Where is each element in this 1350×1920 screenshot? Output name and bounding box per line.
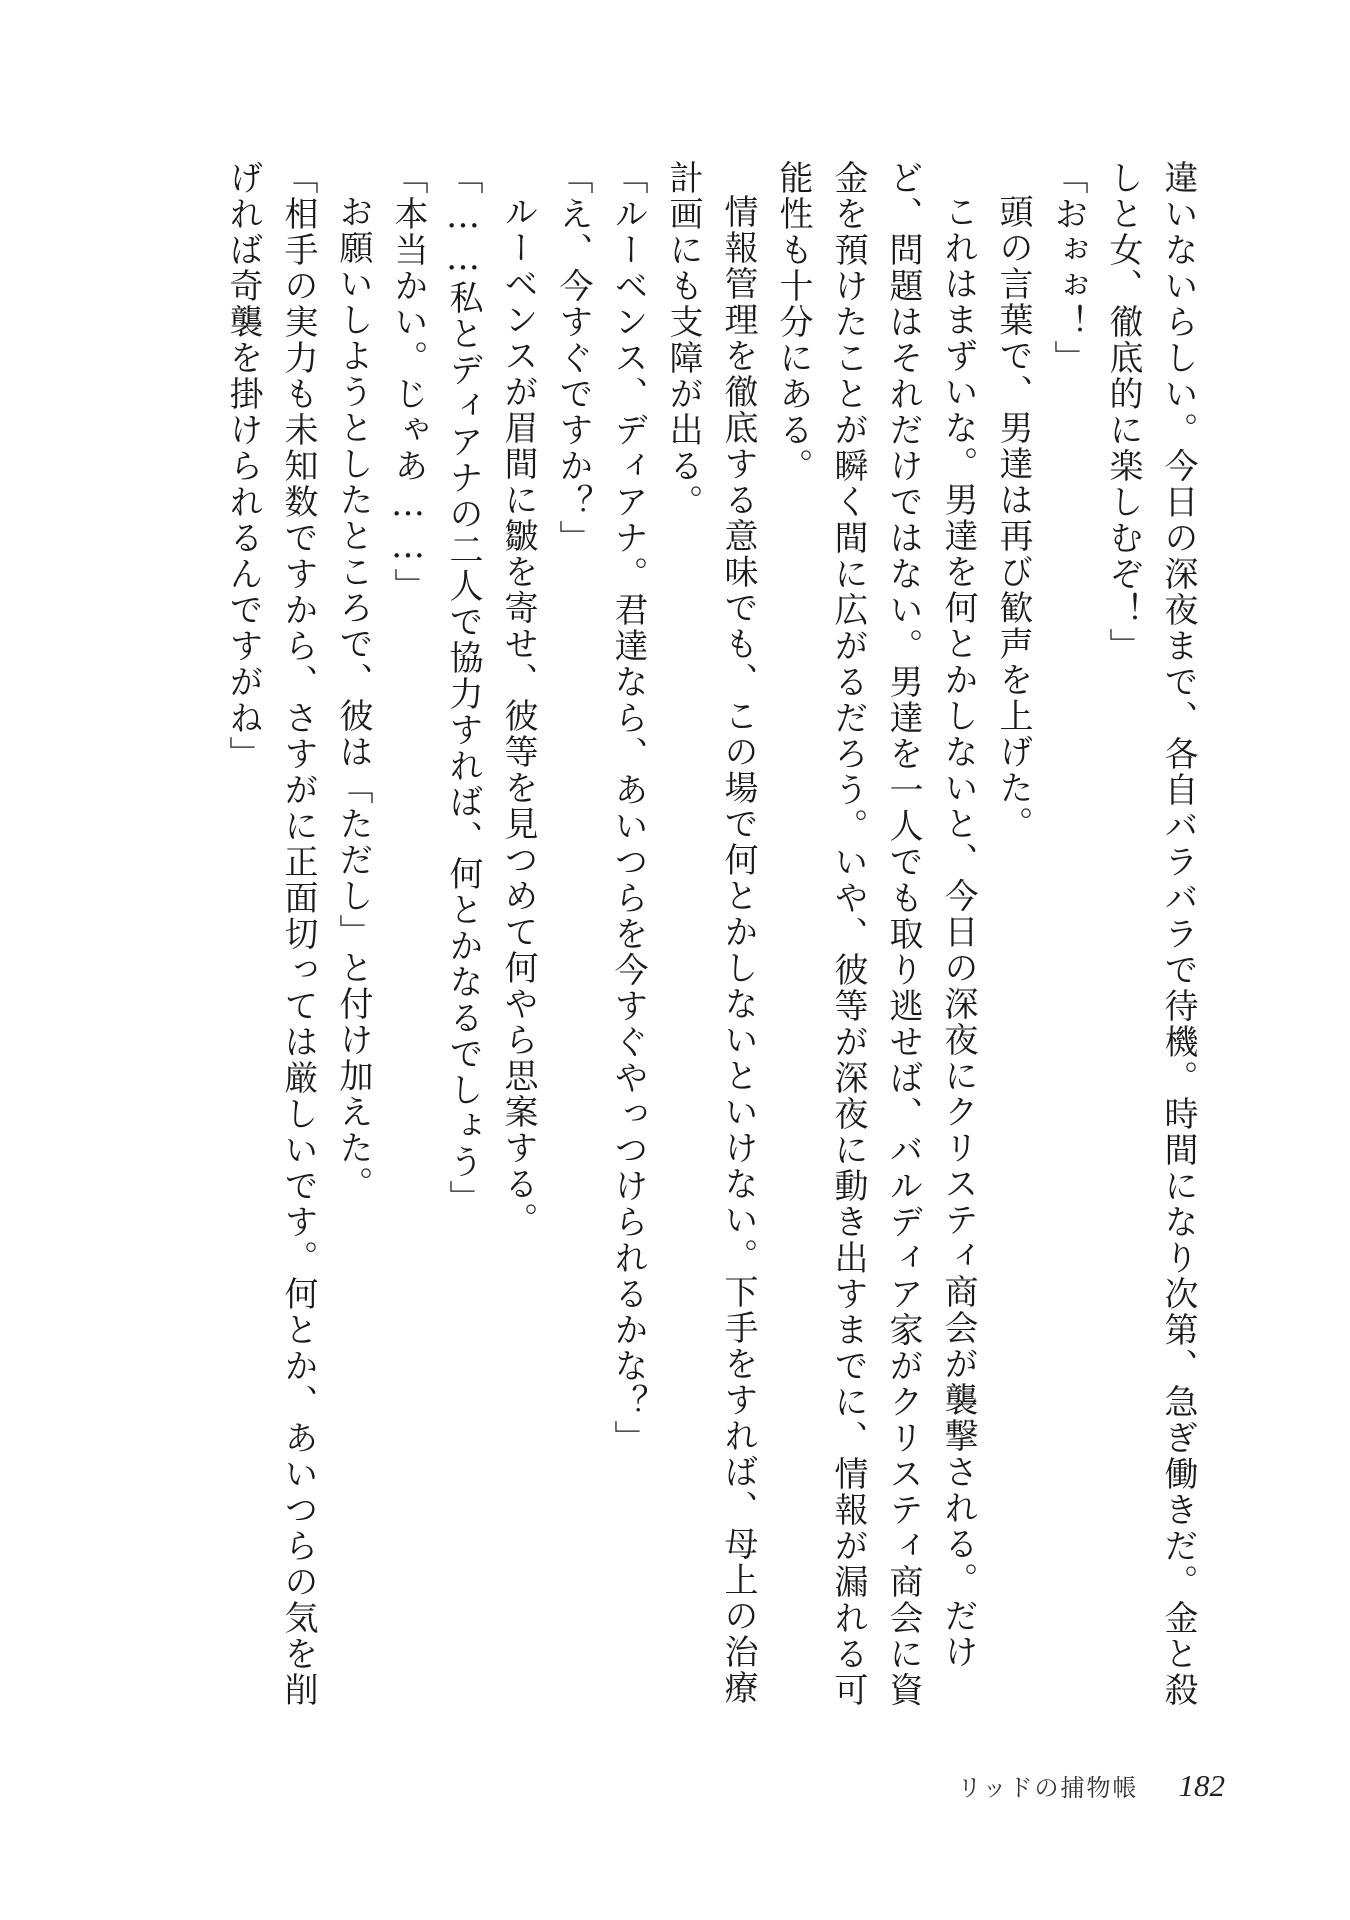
paragraph-8: ルーベンスが眉間に皺を寄せ、彼等を見つめて何やら思案する。 — [498, 194, 538, 1238]
vertical-text-body — [165, 160, 1205, 1740]
paragraph-3: 頭の言葉で、男達は再び歓声を上げた。 — [993, 194, 1033, 842]
paragraph-2: 「おぉぉ！」 — [1048, 160, 1088, 376]
paragraph-5: 情報管理を徹底する意味でも、この場で何とかしないといけない。下手をすれば、母上の治療計画にも支障が出る。 — [663, 160, 758, 1706]
paragraph-12: 「相手の実力も未知数ですから、さすがに正面切っては厳しいです。何とか、あいつらの気を削げれば奇襲を掛けられるんですがね」 — [223, 160, 318, 1708]
paragraph-10: 「本当かい。じゃあ……」 — [388, 160, 428, 604]
paragraph-6: 「ルーベンス、ディアナ。君達なら、あいつらを今すぐやっつけられるかな？」 — [608, 160, 648, 1456]
paragraph-11: お願いしようとしたところで、彼は「ただし」と付け加えた。 — [333, 194, 373, 1202]
book-title: リッドの捕物帳 — [957, 1774, 1139, 1802]
paragraph-1: 違いないらしい。今日の深夜まで、各自バラバラで待機。時間になり次第、急ぎ働きだ。金と殺しと女、徹底的に楽しむぞ！」 — [1103, 160, 1198, 1708]
page-footer — [957, 1768, 1225, 1818]
paragraph-9: 「……私とディアナの二人で協力すれば、何とかなるでしょう」 — [443, 160, 483, 1216]
page-number: 182 — [1178, 1768, 1225, 1803]
paragraph-7: 「え、今すぐですか？」 — [553, 160, 593, 556]
paragraph-4: これはまずいな。男達を何とかしないと、今日の深夜にクリスティ商会が襲撃される。だけど、問題はそれだけではない。男達を一人でも取り逃せば、バルディア家がクリスティ商会に資金を預けたことが瞬く間に広がるだろう。いや、彼等が深夜に動き出すまでに、情報が漏れる可能性も十分にある。 — [773, 160, 978, 1708]
